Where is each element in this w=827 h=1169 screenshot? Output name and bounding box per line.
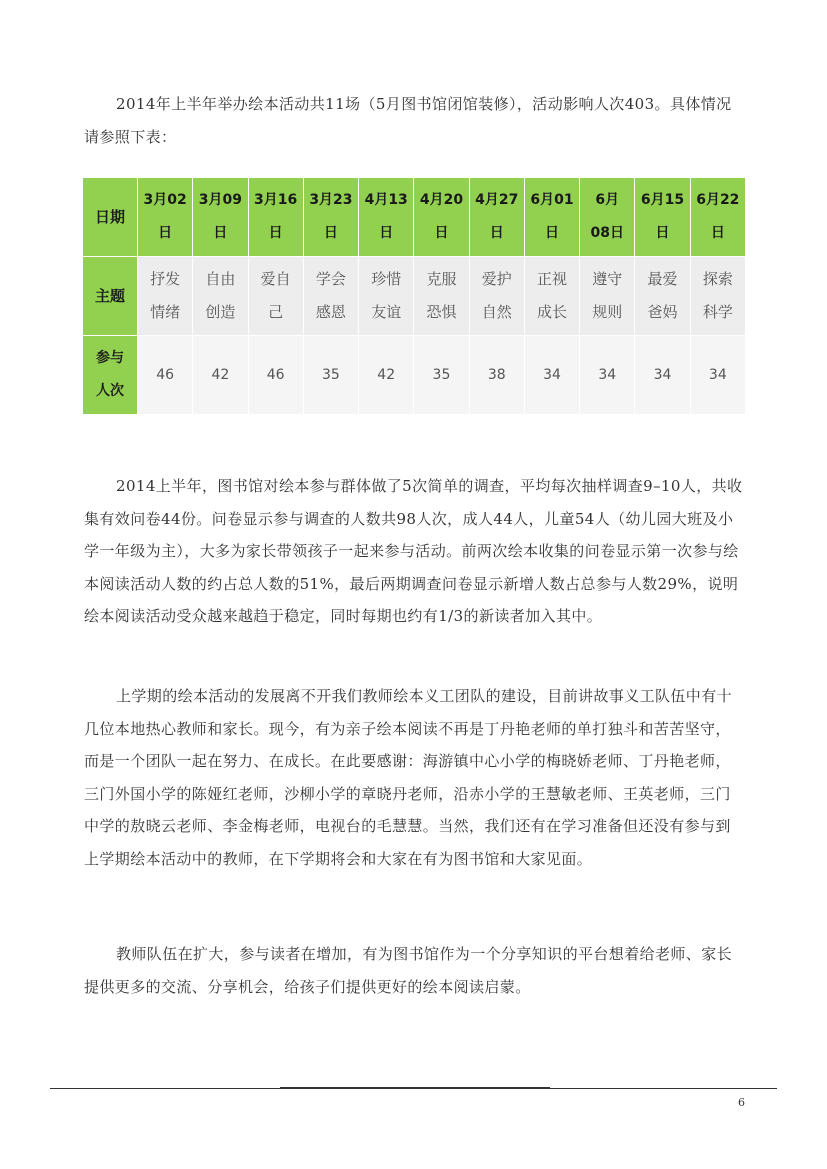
row-label-attendance: 参与 人次	[83, 336, 138, 415]
attendance-cell: 38	[469, 336, 524, 415]
date-cell: 4月27 日	[469, 178, 524, 257]
row-label-theme: 主题	[83, 257, 138, 336]
date-cell: 6月15 日	[635, 178, 690, 257]
date-cell: 3月16 日	[248, 178, 303, 257]
attendance-cell: 42	[193, 336, 248, 415]
attendance-cell: 35	[303, 336, 358, 415]
attendance-cell: 35	[414, 336, 469, 415]
theme-cell: 自由 创造	[193, 257, 248, 336]
theme-cell: 爱自 己	[248, 257, 303, 336]
theme-cell: 正视 成长	[524, 257, 579, 336]
theme-cell: 抒发 情绪	[138, 257, 193, 336]
intro-paragraph: 2014年上半年举办绘本活动共11场（5月图书馆闭馆装修），活动影响人次403。具体情况请参照下表：	[84, 95, 732, 146]
attendance-cell: 46	[138, 336, 193, 415]
footer-divider-accent	[280, 1087, 550, 1089]
attendance-cell: 34	[580, 336, 635, 415]
page-number: 6	[738, 1096, 745, 1109]
date-cell: 3月02 日	[138, 178, 193, 257]
table-row-dates	[83, 178, 746, 257]
theme-cell: 珍惜 友谊	[359, 257, 414, 336]
survey-paragraph: 2014上半年，图书馆对绘本参与群体做了5次简单的调查，平均每次抽样调查9–10人，共收集有效问卷44份。问卷显示参与调查的人数共98人次，成人44人，儿童54人（幼儿园大班及小学一年级为主），大多为家长带领孩子一起来参与活动。前两次绘本收集的问卷显示第一次参与绘本阅读活动人数的约占总人数的51%，最后两期调查问卷显示新增人数占总参与人数29%，说明绘本阅读活动受众越来越趋于稳定，同时每期也约有1/3的新读者加入其中。	[84, 477, 743, 625]
theme-cell: 学会 感恩	[303, 257, 358, 336]
activity-table	[82, 177, 746, 415]
attendance-cell: 42	[359, 336, 414, 415]
theme-cell: 遵守 规则	[580, 257, 635, 336]
row-label-date: 日期	[83, 178, 138, 257]
table-row-attendance	[83, 336, 746, 415]
volunteer-paragraph: 上学期的绘本活动的发展离不开我们教师绘本义工团队的建设，目前讲故事义工队伍中有十几位本地热心教师和家长。现今，有为亲子绘本阅读不再是丁丹艳老师的单打独斗和苦苦坚守，而是一个团队一起在努力、在成长。在此要感谢：海游镇中心小学的梅晓娇老师、丁丹艳老师，三门外国小学的陈娅红老师，沙柳小学的章晓丹老师，沿赤小学的王慧敏老师、王英老师，三门中学的敖晓云老师、李金梅老师，电视台的毛慧慧。当然，我们还有在学习准备但还没有参与到上学期绘本活动中的教师，在下学期将会和大家在有为图书馆和大家见面。	[84, 687, 733, 868]
theme-cell: 爱护 自然	[469, 257, 524, 336]
attendance-cell: 34	[690, 336, 745, 415]
date-cell: 6月22 日	[690, 178, 745, 257]
theme-cell: 最爱 爸妈	[635, 257, 690, 336]
date-cell: 6月01 日	[524, 178, 579, 257]
attendance-cell: 34	[524, 336, 579, 415]
attendance-cell: 34	[635, 336, 690, 415]
date-cell: 3月23 日	[303, 178, 358, 257]
attendance-cell: 46	[248, 336, 303, 415]
closing-paragraph: 教师队伍在扩大，参与读者在增加，有为图书馆作为一个分享知识的平台想着给老师、家长提供更多的交流、分享机会，给孩子们提供更好的绘本阅读启蒙。	[84, 945, 733, 996]
date-cell: 6月 08日	[580, 178, 635, 257]
date-cell: 4月13 日	[359, 178, 414, 257]
theme-cell: 克服 恐惧	[414, 257, 469, 336]
date-cell: 4月20 日	[414, 178, 469, 257]
theme-cell: 探索 科学	[690, 257, 745, 336]
table-row-themes	[83, 257, 746, 336]
date-cell: 3月09 日	[193, 178, 248, 257]
